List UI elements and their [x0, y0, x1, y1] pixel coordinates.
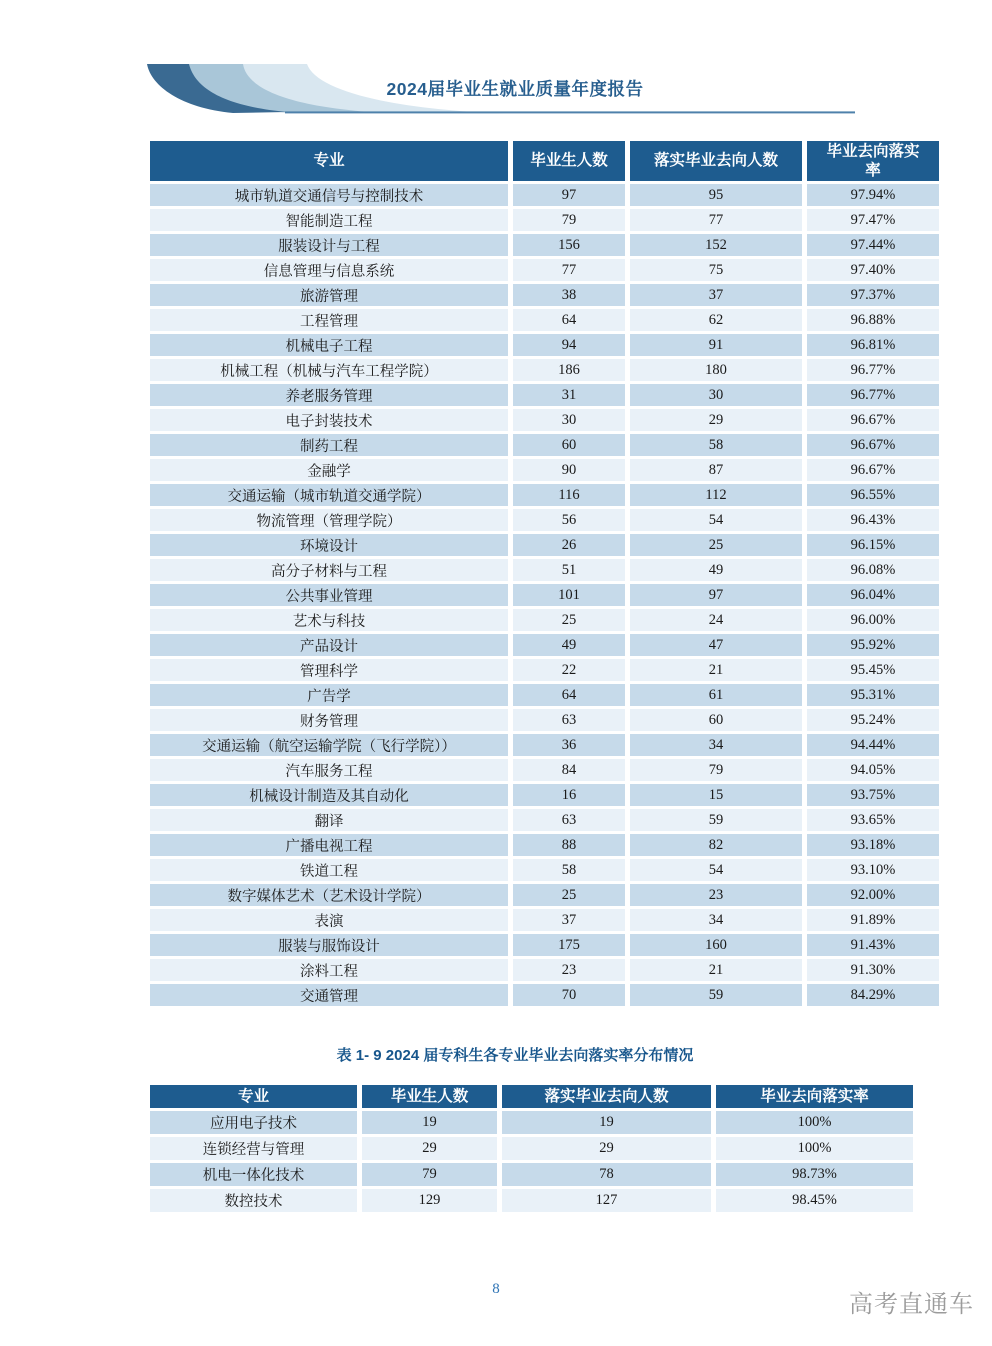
table-row: [148, 1136, 916, 1162]
column-header: 毕业去向落实率: [805, 140, 942, 183]
value-cell: 96.04%: [805, 583, 942, 608]
major-destination-rate-table: [145, 138, 944, 1009]
value-cell: 98.45%: [714, 1188, 916, 1214]
value-cell: 79: [360, 1162, 500, 1188]
table-row: [148, 308, 942, 333]
major-name-cell: 表演: [148, 908, 511, 933]
value-cell: 30: [628, 383, 805, 408]
value-cell: 96.88%: [805, 308, 942, 333]
value-cell: 24: [628, 608, 805, 633]
value-cell: 29: [628, 408, 805, 433]
column-header: 毕业去向落实率: [714, 1084, 916, 1110]
value-cell: 116: [511, 483, 628, 508]
value-cell: 77: [511, 258, 628, 283]
table-row: [148, 608, 942, 633]
value-cell: 77: [628, 208, 805, 233]
major-name-cell: 涂料工程: [148, 958, 511, 983]
column-header: 专业: [148, 1084, 360, 1110]
value-cell: 31: [511, 383, 628, 408]
major-name-cell: 电子封装技术: [148, 408, 511, 433]
major-name-cell: 广播电视工程: [148, 833, 511, 858]
value-cell: 19: [500, 1110, 714, 1136]
value-cell: 62: [628, 308, 805, 333]
table-row: [148, 358, 942, 383]
table-row: [148, 633, 942, 658]
value-cell: 156: [511, 233, 628, 258]
value-cell: 58: [628, 433, 805, 458]
table-row: [148, 433, 942, 458]
value-cell: 60: [628, 708, 805, 733]
table-caption: 表 1- 9 2024 届专科生各专业毕业去向落实率分布情况: [336, 1047, 694, 1064]
table-row: [148, 708, 942, 733]
value-cell: 94.44%: [805, 733, 942, 758]
value-cell: 38: [511, 283, 628, 308]
column-header: 专业: [148, 140, 511, 183]
value-cell: 34: [628, 733, 805, 758]
major-name-cell: 翻译: [148, 808, 511, 833]
value-cell: 79: [628, 758, 805, 783]
table-row: [148, 958, 942, 983]
value-cell: 95.92%: [805, 633, 942, 658]
value-cell: 91: [628, 333, 805, 358]
value-cell: 22: [511, 658, 628, 683]
value-cell: 30: [511, 408, 628, 433]
value-cell: 21: [628, 658, 805, 683]
value-cell: 78: [500, 1162, 714, 1188]
page-number: 8: [492, 1281, 500, 1297]
value-cell: 93.75%: [805, 783, 942, 808]
value-cell: 16: [511, 783, 628, 808]
column-header: 毕业生人数: [360, 1084, 500, 1110]
major-name-cell: 管理科学: [148, 658, 511, 683]
value-cell: 36: [511, 733, 628, 758]
value-cell: 96.15%: [805, 533, 942, 558]
value-cell: 75: [628, 258, 805, 283]
table-row: [148, 733, 942, 758]
value-cell: 47: [628, 633, 805, 658]
major-name-cell: 财务管理: [148, 708, 511, 733]
major-name-cell: 产品设计: [148, 633, 511, 658]
value-cell: 175: [511, 933, 628, 958]
major-name-cell: 数字媒体艺术（艺术设计学院）: [148, 883, 511, 908]
table-row: [148, 383, 942, 408]
major-name-cell: 物流管理（管理学院）: [148, 508, 511, 533]
value-cell: 92.00%: [805, 883, 942, 908]
value-cell: 96.67%: [805, 433, 942, 458]
value-cell: 96.67%: [805, 408, 942, 433]
value-cell: 101: [511, 583, 628, 608]
value-cell: 100%: [714, 1110, 916, 1136]
major-name-cell: 环境设计: [148, 533, 511, 558]
value-cell: 56: [511, 508, 628, 533]
value-cell: 49: [511, 633, 628, 658]
value-cell: 95.31%: [805, 683, 942, 708]
value-cell: 97.44%: [805, 233, 942, 258]
table-row: [148, 933, 942, 958]
table-row: [148, 833, 942, 858]
table-row: [148, 258, 942, 283]
value-cell: 37: [628, 283, 805, 308]
value-cell: 96.43%: [805, 508, 942, 533]
value-cell: 64: [511, 683, 628, 708]
major-name-cell: 机械工程（机械与汽车工程学院）: [148, 358, 511, 383]
value-cell: 23: [511, 958, 628, 983]
major-name-cell: 智能制造工程: [148, 208, 511, 233]
table-row: [148, 683, 942, 708]
table-row: [148, 508, 942, 533]
table-row: [148, 408, 942, 433]
major-name-cell: 机械电子工程: [148, 333, 511, 358]
value-cell: 59: [628, 808, 805, 833]
value-cell: 186: [511, 358, 628, 383]
table-header-row: [148, 1084, 916, 1110]
major-name-cell: 交通运输（城市轨道交通学院）: [148, 483, 511, 508]
value-cell: 64: [511, 308, 628, 333]
value-cell: 15: [628, 783, 805, 808]
value-cell: 96.67%: [805, 458, 942, 483]
major-name-cell: 应用电子技术: [148, 1110, 360, 1136]
table-row: [148, 983, 942, 1008]
table-row: [148, 533, 942, 558]
value-cell: 82: [628, 833, 805, 858]
table-row: [148, 483, 942, 508]
value-cell: 127: [500, 1188, 714, 1214]
value-cell: 49: [628, 558, 805, 583]
major-name-cell: 汽车服务工程: [148, 758, 511, 783]
column-header: 落实毕业去向人数: [628, 140, 805, 183]
value-cell: 51: [511, 558, 628, 583]
table-row: [148, 1188, 916, 1214]
value-cell: 97: [628, 583, 805, 608]
table-row: [148, 283, 942, 308]
table-row: [148, 233, 942, 258]
value-cell: 129: [360, 1188, 500, 1214]
page-header-title: 2024届毕业生就业质量年度报告: [386, 79, 644, 99]
value-cell: 88: [511, 833, 628, 858]
value-cell: 100%: [714, 1136, 916, 1162]
table-row: [148, 783, 942, 808]
table-row: [148, 333, 942, 358]
table-header-row: [148, 140, 942, 183]
value-cell: 59: [628, 983, 805, 1008]
value-cell: 96.81%: [805, 333, 942, 358]
major-name-cell: 机械设计制造及其自动化: [148, 783, 511, 808]
value-cell: 29: [360, 1136, 500, 1162]
value-cell: 112: [628, 483, 805, 508]
value-cell: 63: [511, 808, 628, 833]
table-row: [148, 883, 942, 908]
major-name-cell: 艺术与科技: [148, 608, 511, 633]
value-cell: 21: [628, 958, 805, 983]
major-name-cell: 交通管理: [148, 983, 511, 1008]
major-name-cell: 金融学: [148, 458, 511, 483]
major-name-cell: 制药工程: [148, 433, 511, 458]
value-cell: 93.65%: [805, 808, 942, 833]
value-cell: 98.73%: [714, 1162, 916, 1188]
major-name-cell: 工程管理: [148, 308, 511, 333]
value-cell: 70: [511, 983, 628, 1008]
value-cell: 91.30%: [805, 958, 942, 983]
major-name-cell: 连锁经营与管理: [148, 1136, 360, 1162]
value-cell: 180: [628, 358, 805, 383]
value-cell: 91.43%: [805, 933, 942, 958]
value-cell: 34: [628, 908, 805, 933]
value-cell: 93.10%: [805, 858, 942, 883]
value-cell: 26: [511, 533, 628, 558]
major-name-cell: 信息管理与信息系统: [148, 258, 511, 283]
value-cell: 97.37%: [805, 283, 942, 308]
header-rule-line: [285, 111, 855, 113]
table-row: [148, 908, 942, 933]
value-cell: 84.29%: [805, 983, 942, 1008]
value-cell: 96.00%: [805, 608, 942, 633]
value-cell: 79: [511, 208, 628, 233]
table-row: [148, 758, 942, 783]
value-cell: 37: [511, 908, 628, 933]
major-name-cell: 旅游管理: [148, 283, 511, 308]
table-row: [148, 858, 942, 883]
value-cell: 84: [511, 758, 628, 783]
column-header: 落实毕业去向人数: [500, 1084, 714, 1110]
value-cell: 95.24%: [805, 708, 942, 733]
value-cell: 97.47%: [805, 208, 942, 233]
major-name-cell: 公共事业管理: [148, 583, 511, 608]
major-name-cell: 机电一体化技术: [148, 1162, 360, 1188]
value-cell: 23: [628, 883, 805, 908]
watermark-text: 高考直通车: [849, 1291, 974, 1318]
major-name-cell: 交通运输（航空运输学院（飞行学院））: [148, 733, 511, 758]
value-cell: 95.45%: [805, 658, 942, 683]
value-cell: 87: [628, 458, 805, 483]
value-cell: 97: [511, 183, 628, 208]
major-name-cell: 广告学: [148, 683, 511, 708]
major-name-cell: 服装设计与工程: [148, 233, 511, 258]
value-cell: 93.18%: [805, 833, 942, 858]
value-cell: 25: [511, 883, 628, 908]
table-row: [148, 658, 942, 683]
value-cell: 60: [511, 433, 628, 458]
value-cell: 58: [511, 858, 628, 883]
value-cell: 19: [360, 1110, 500, 1136]
value-cell: 96.77%: [805, 383, 942, 408]
value-cell: 91.89%: [805, 908, 942, 933]
value-cell: 152: [628, 233, 805, 258]
value-cell: 54: [628, 508, 805, 533]
value-cell: 94: [511, 333, 628, 358]
value-cell: 61: [628, 683, 805, 708]
value-cell: 29: [500, 1136, 714, 1162]
table-row: [148, 583, 942, 608]
major-name-cell: 养老服务管理: [148, 383, 511, 408]
value-cell: 25: [628, 533, 805, 558]
vocational-destination-rate-table: [145, 1082, 918, 1215]
major-name-cell: 城市轨道交通信号与控制技术: [148, 183, 511, 208]
value-cell: 54: [628, 858, 805, 883]
value-cell: 96.77%: [805, 358, 942, 383]
value-cell: 96.08%: [805, 558, 942, 583]
value-cell: 97.40%: [805, 258, 942, 283]
value-cell: 96.55%: [805, 483, 942, 508]
major-name-cell: 服装与服饰设计: [148, 933, 511, 958]
table-row: [148, 458, 942, 483]
column-header: 毕业生人数: [511, 140, 628, 183]
table-row: [148, 183, 942, 208]
table-row: [148, 558, 942, 583]
major-name-cell: 高分子材料与工程: [148, 558, 511, 583]
table-row: [148, 1162, 916, 1188]
value-cell: 63: [511, 708, 628, 733]
value-cell: 90: [511, 458, 628, 483]
table-row: [148, 1110, 916, 1136]
value-cell: 97.94%: [805, 183, 942, 208]
major-name-cell: 铁道工程: [148, 858, 511, 883]
table-row: [148, 208, 942, 233]
value-cell: 95: [628, 183, 805, 208]
table-row: [148, 808, 942, 833]
value-cell: 25: [511, 608, 628, 633]
value-cell: 94.05%: [805, 758, 942, 783]
value-cell: 160: [628, 933, 805, 958]
major-name-cell: 数控技术: [148, 1188, 360, 1214]
